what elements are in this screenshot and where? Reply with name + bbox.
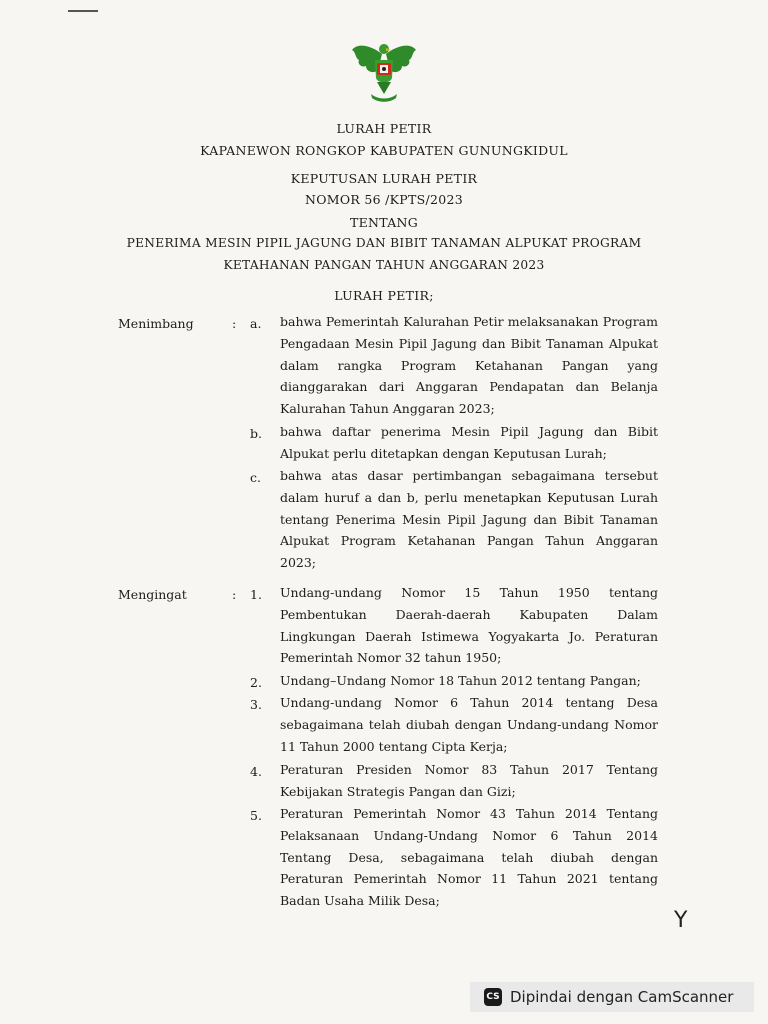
- list-marker: 3.: [250, 697, 262, 712]
- list-marker: 1.: [250, 587, 262, 602]
- header-line-1: LURAH PETIR: [336, 121, 432, 136]
- watermark-text: Dipindai dengan CamScanner: [510, 988, 734, 1006]
- list-marker: a.: [250, 316, 262, 331]
- scan-mark: [68, 10, 98, 12]
- mengingat-item-3: Undang-undang Nomor 6 Tahun 2014 tentang Desa sebagaimana telah diubah dengan Undang-undang Nomor 11 Tahun 2000 tentang Cipta Kerja;: [280, 695, 658, 754]
- camscanner-watermark: [470, 982, 754, 1012]
- menimbang-colon: :: [232, 316, 237, 331]
- list-marker: b.: [250, 426, 262, 441]
- list-marker: 4.: [250, 764, 262, 779]
- mengingat-item-1: Undang-undang Nomor 15 Tahun 1950 tentang Pembentukan Daerah-daerah Kabupaten Dalam Lingkungan Daerah Istimewa Yogyakarta Jo. Peraturan Pemerintah Nomor 32 tahun 1950;: [280, 585, 658, 666]
- camscanner-logo-icon: CS: [484, 988, 502, 1006]
- mengingat-label: Mengingat: [118, 587, 187, 602]
- mengingat-item-5: Peraturan Pemerintah Nomor 43 Tahun 2014 Tentang Pelaksanaan Undang-Undang Nomor 6 Tahun 2014 Tentang Desa, sebagaimana telah diubah dengan Peraturan Pemerintah Nomor 11 Tahun 2021 tentang Badan Usaha Milik Desa;: [280, 806, 658, 909]
- issuer-line: LURAH PETIR;: [334, 288, 434, 303]
- menimbang-item-b: bahwa daftar penerima Mesin Pipil Jagung dan Bibit Alpukat perlu ditetapkan dengan Keputusan Lurah;: [280, 424, 658, 461]
- header-line-2: KAPANEWON RONGKOP KABUPATEN GUNUNGKIDUL: [200, 143, 568, 158]
- decree-title: KEPUTUSAN LURAH PETIR: [290, 171, 478, 186]
- subject-line-2: KETAHANAN PANGAN TAHUN ANGGARAN 2023: [223, 258, 545, 272]
- tentang-label: TENTANG: [349, 215, 419, 230]
- decree-number: NOMOR 56 /KPTS/2023: [304, 192, 464, 207]
- menimbang-item-a: bahwa Pemerintah Kalurahan Petir melaksanakan Program Pengadaan Mesin Pipil Jagung dan Bibit Tanaman Alpukat dalam rangka Program Ketahanan Pangan yang dianggarakan dari Anggaran Pendapatan dan Belanja Kalurahan Tahun Anggaran 2023;: [280, 314, 658, 417]
- garuda-emblem-icon: [346, 36, 422, 108]
- list-marker: 5.: [250, 808, 262, 823]
- list-marker: c.: [250, 470, 261, 485]
- subject-line-1: PENERIMA MESIN PIPIL JAGUNG DAN BIBIT TANAMAN ALPUKAT PROGRAM: [126, 236, 642, 250]
- mengingat-colon: :: [232, 587, 237, 602]
- menimbang-label: Menimbang: [118, 316, 194, 331]
- mengingat-item-4: Peraturan Presiden Nomor 83 Tahun 2017 Tentang Kebijakan Strategis Pangan dan Gizi;: [280, 762, 658, 799]
- paraf-mark: Y: [674, 908, 688, 933]
- mengingat-item-2: Undang–Undang Nomor 18 Tahun 2012 tentang Pangan;: [280, 673, 641, 688]
- list-marker: 2.: [250, 675, 262, 690]
- menimbang-item-c: bahwa atas dasar pertimbangan sebagaimana tersebut dalam huruf a dan b, perlu menetapkan Keputusan Lurah tentang Penerima Mesin Pipil Jagung dan Bibit Tanaman Alpukat Program Ketahanan Pangan Tahun Anggaran 2023;: [280, 468, 658, 571]
